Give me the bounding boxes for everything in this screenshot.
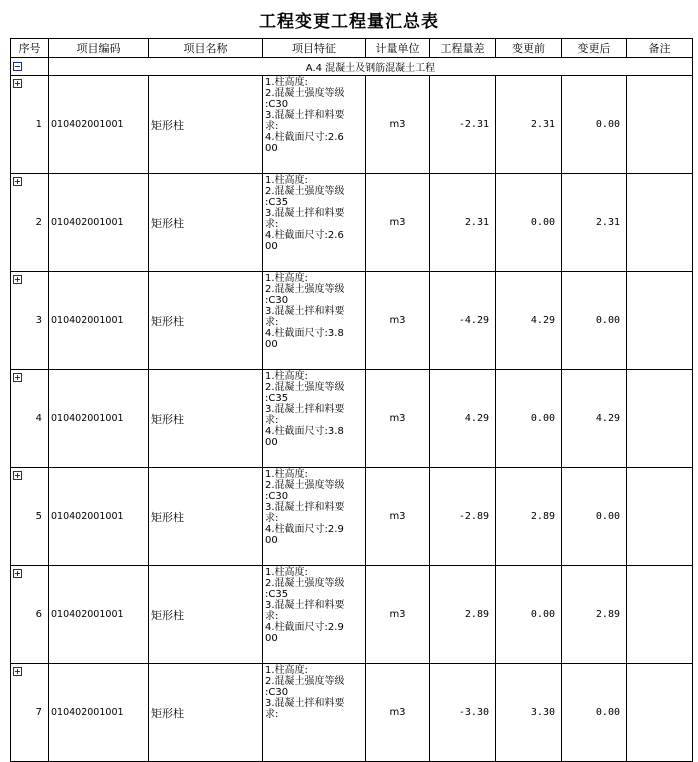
row-name: 矩形柱 — [149, 76, 263, 174]
row-after: 0.00 — [562, 468, 627, 566]
group-title: A.4 混凝土及钢筋混凝土工程 — [49, 58, 693, 76]
row-diff: -2.31 — [430, 76, 496, 174]
row-seq: 1 — [35, 119, 42, 130]
expand-icon[interactable] — [13, 569, 22, 578]
row-after: 0.00 — [562, 664, 627, 762]
row-remark — [627, 174, 693, 272]
row-name: 矩形柱 — [149, 664, 263, 762]
row-remark — [627, 468, 693, 566]
header-cell-diff: 工程量差 — [430, 39, 496, 58]
row-after: 4.29 — [562, 370, 627, 468]
row-seq-cell — [11, 566, 49, 664]
expand-icon[interactable] — [13, 667, 22, 676]
group-row — [11, 58, 693, 76]
row-features: 1.柱高度: 2.混凝土强度等级 :C30 3.混凝土拌和料要 求: 4.柱截面尺寸:2.6 00 — [263, 76, 366, 174]
report-title: 工程变更工程量汇总表 — [259, 12, 439, 32]
row-unit: m3 — [366, 272, 430, 370]
row-seq-cell — [11, 468, 49, 566]
row-after: 2.89 — [562, 566, 627, 664]
group-expander-cell[interactable] — [11, 58, 49, 76]
header-cell-before: 变更前 — [496, 39, 562, 58]
row-before: 2.31 — [496, 76, 562, 174]
table-row — [11, 566, 693, 664]
summary-table — [10, 38, 693, 762]
row-before: 3.30 — [496, 664, 562, 762]
row-remark — [627, 566, 693, 664]
row-name: 矩形柱 — [149, 370, 263, 468]
row-features: 1.柱高度: 2.混凝土强度等级 :C30 3.混凝土拌和料要 求: 4.柱截面尺寸:2.9 00 — [263, 468, 366, 566]
row-seq: 2 — [35, 217, 42, 228]
row-before: 2.89 — [496, 468, 562, 566]
row-remark — [627, 664, 693, 762]
row-name: 矩形柱 — [149, 174, 263, 272]
table-row — [11, 664, 693, 762]
row-seq: 6 — [35, 609, 42, 620]
row-remark — [627, 76, 693, 174]
table-row — [11, 272, 693, 370]
row-diff: -2.89 — [430, 468, 496, 566]
row-after: 0.00 — [562, 76, 627, 174]
header-cell-remark: 备注 — [627, 39, 693, 58]
expand-icon[interactable] — [13, 177, 22, 186]
row-after: 2.31 — [562, 174, 627, 272]
row-code: 010402001001 — [49, 76, 149, 174]
row-remark — [627, 370, 693, 468]
row-before: 0.00 — [496, 370, 562, 468]
row-features: 1.柱高度: 2.混凝土强度等级 :C35 3.混凝土拌和料要 求: 4.柱截面尺寸:3.8 00 — [263, 370, 366, 468]
row-before: 4.29 — [496, 272, 562, 370]
header-cell-code: 项目编码 — [49, 39, 149, 58]
table-row — [11, 76, 693, 174]
row-diff: -4.29 — [430, 272, 496, 370]
row-unit: m3 — [366, 566, 430, 664]
row-features: 1.柱高度: 2.混凝土强度等级 :C35 3.混凝土拌和料要 求: 4.柱截面尺寸:2.6 00 — [263, 174, 366, 272]
row-before: 0.00 — [496, 566, 562, 664]
row-unit: m3 — [366, 468, 430, 566]
row-before: 0.00 — [496, 174, 562, 272]
row-seq: 3 — [35, 315, 42, 326]
row-name: 矩形柱 — [149, 272, 263, 370]
header-cell-features: 项目特征 — [263, 39, 366, 58]
row-seq-cell — [11, 76, 49, 174]
row-diff: 4.29 — [430, 370, 496, 468]
row-seq-cell — [11, 174, 49, 272]
header-cell-name: 项目名称 — [149, 39, 263, 58]
row-features: 1.柱高度: 2.混凝土强度等级 :C35 3.混凝土拌和料要 求: 4.柱截面尺寸:2.9 00 — [263, 566, 366, 664]
row-diff: 2.31 — [430, 174, 496, 272]
row-code: 010402001001 — [49, 664, 149, 762]
header-row — [11, 39, 693, 58]
row-features: 1.柱高度: 2.混凝土强度等级 :C30 3.混凝土拌和料要 求: — [263, 664, 366, 762]
expand-icon[interactable] — [13, 373, 22, 382]
row-unit: m3 — [366, 174, 430, 272]
row-unit: m3 — [366, 370, 430, 468]
row-seq: 5 — [35, 511, 42, 522]
row-unit: m3 — [366, 76, 430, 174]
row-unit: m3 — [366, 664, 430, 762]
row-code: 010402001001 — [49, 174, 149, 272]
row-seq: 7 — [35, 707, 42, 718]
collapse-icon[interactable] — [13, 62, 22, 71]
row-code: 010402001001 — [49, 566, 149, 664]
row-name: 矩形柱 — [149, 468, 263, 566]
header-cell-unit: 计量单位 — [366, 39, 430, 58]
row-code: 010402001001 — [49, 272, 149, 370]
header-cell-seq: 序号 — [11, 39, 49, 58]
table-row — [11, 468, 693, 566]
row-code: 010402001001 — [49, 468, 149, 566]
row-seq: 4 — [35, 413, 42, 424]
expand-icon[interactable] — [13, 471, 22, 480]
expand-icon[interactable] — [13, 79, 22, 88]
row-features: 1.柱高度: 2.混凝土强度等级 :C30 3.混凝土拌和料要 求: 4.柱截面尺寸:3.8 00 — [263, 272, 366, 370]
row-diff: 2.89 — [430, 566, 496, 664]
row-name: 矩形柱 — [149, 566, 263, 664]
expand-icon[interactable] — [13, 275, 22, 284]
row-seq-cell — [11, 370, 49, 468]
table-row — [11, 370, 693, 468]
row-after: 0.00 — [562, 272, 627, 370]
row-seq-cell — [11, 272, 49, 370]
row-seq-cell — [11, 664, 49, 762]
header-cell-after: 变更后 — [562, 39, 627, 58]
table-row — [11, 174, 693, 272]
row-remark — [627, 272, 693, 370]
row-diff: -3.30 — [430, 664, 496, 762]
row-code: 010402001001 — [49, 370, 149, 468]
